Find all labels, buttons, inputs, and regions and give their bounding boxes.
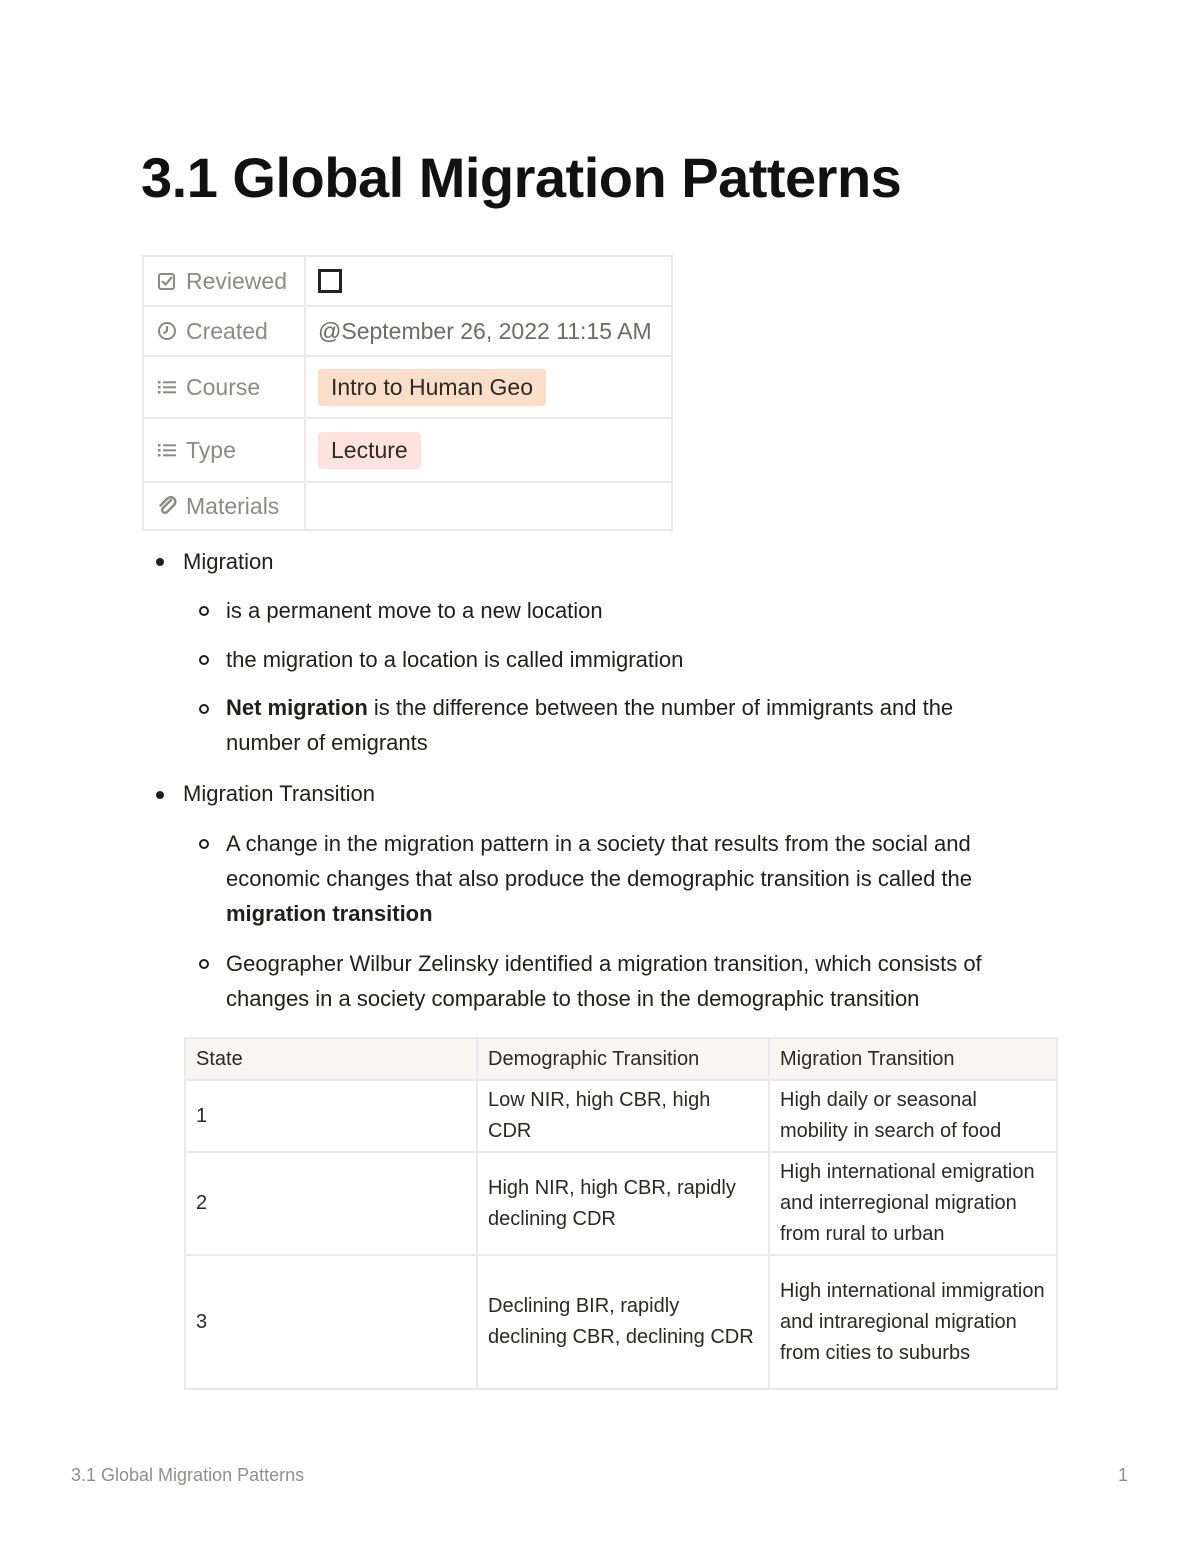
property-key-materials <box>143 482 305 530</box>
page-title: 3.1 Global Migration Patterns <box>141 146 902 209</box>
sub-bullet-dot <box>199 655 209 665</box>
table-cell: High daily or seasonal mobility in search of food <box>769 1080 1057 1152</box>
paperclip-icon <box>156 495 178 517</box>
sub-bullet-dot <box>199 839 209 849</box>
property-key-course <box>143 356 305 418</box>
reviewed-checkbox[interactable] <box>318 269 342 293</box>
table-cell: Declining BIR, rapidly declining CBR, declining CDR <box>477 1255 769 1389</box>
sub-bullet-item: is a permanent move to a new location <box>226 598 603 623</box>
property-value-created[interactable]: @September 26, 2022 11:15 AM <box>305 306 672 356</box>
property-row-type <box>143 418 672 482</box>
bullet-migration-transition: Migration Transition <box>183 781 375 806</box>
footer-title: 3.1 Global Migration Patterns <box>71 1465 305 1485</box>
table-header-row <box>185 1038 1057 1080</box>
property-value-reviewed[interactable] <box>305 256 672 306</box>
property-value-type[interactable] <box>305 418 672 482</box>
table-cell: High international emigration and interregional migration from rural to urban <box>769 1152 1057 1255</box>
sub-bullet-dot <box>199 959 209 969</box>
bold-term: migration transition <box>226 901 433 926</box>
sub-bullet-item <box>226 826 1036 931</box>
bullet-dot <box>156 791 164 799</box>
sub-bullet-item: Geographer Wilbur Zelinsky identified a migration transition, which consists of changes in a society comparable to those in the demographic transition <box>226 951 982 1011</box>
property-row-reviewed <box>143 256 672 306</box>
property-row-materials <box>143 482 672 530</box>
type-tag[interactable]: Lecture <box>318 432 421 469</box>
bold-term: Net migration <box>226 695 368 720</box>
sub-bullet-text: is the difference between the number of immigrants and the number of emigrants <box>226 695 954 755</box>
table-row <box>185 1255 1057 1389</box>
table-cell: 1 <box>185 1080 477 1152</box>
property-label: Materials <box>186 492 280 519</box>
table-header: Migration Transition <box>769 1038 1057 1080</box>
table-cell: High international immigration and intraregional migration from cities to suburbs <box>769 1255 1057 1389</box>
course-tag[interactable]: Intro to Human Geo <box>318 369 546 406</box>
table-cell: 3 <box>185 1255 477 1389</box>
table-header: Demographic Transition <box>477 1038 769 1080</box>
checkbox-property-icon <box>156 270 178 292</box>
property-label: Course <box>186 373 261 400</box>
migration-stages-table <box>184 1037 1058 1390</box>
sub-bullet-dot <box>199 704 209 714</box>
list-icon <box>156 376 178 398</box>
sub-bullet-item: the migration to a location is called immigration <box>226 647 684 672</box>
property-key-reviewed <box>143 256 305 306</box>
property-label: Type <box>186 436 236 463</box>
sub-bullet-item <box>226 690 1026 760</box>
property-value-materials[interactable] <box>305 482 672 530</box>
property-label: Created <box>186 317 268 344</box>
property-label: Reviewed <box>186 267 287 294</box>
property-value-course[interactable] <box>305 356 672 418</box>
table-row <box>185 1152 1057 1255</box>
footer-page-number: 1 <box>1118 1465 1129 1485</box>
sub-bullet-text: A change in the migration pattern in a society that results from the social and economic changes that also produce the demographic transition is called the <box>226 831 973 891</box>
bullet-dot <box>156 558 164 566</box>
clock-icon <box>156 320 178 342</box>
sub-bullet-dot <box>199 606 209 616</box>
property-row-created <box>143 306 672 356</box>
table-cell: Low NIR, high CBR, high CDR <box>477 1080 769 1152</box>
list-icon <box>156 439 178 461</box>
property-row-course <box>143 356 672 418</box>
table-cell: High NIR, high CBR, rapidly declining CDR <box>477 1152 769 1255</box>
table-header: State <box>185 1038 477 1080</box>
table-row <box>185 1080 1057 1152</box>
property-key-created <box>143 306 305 356</box>
property-key-type <box>143 418 305 482</box>
properties-table <box>142 255 673 531</box>
table-cell: 2 <box>185 1152 477 1255</box>
bullet-migration: Migration <box>183 549 274 574</box>
